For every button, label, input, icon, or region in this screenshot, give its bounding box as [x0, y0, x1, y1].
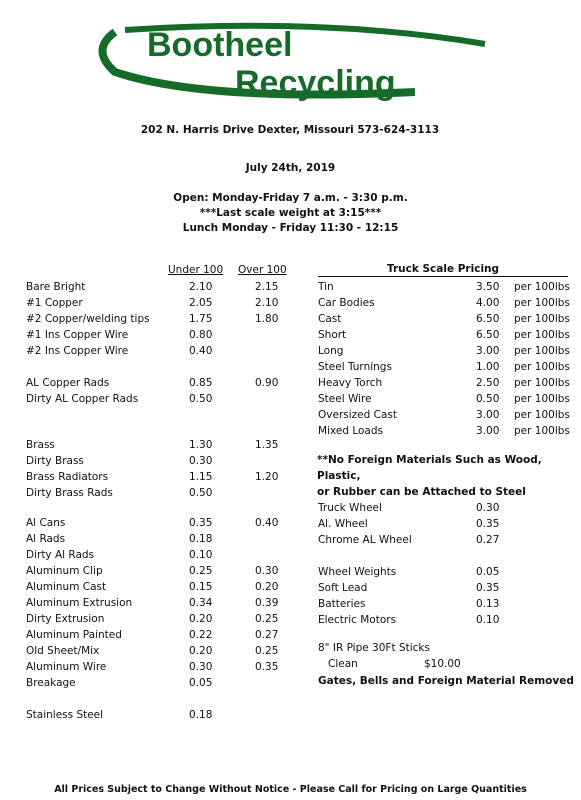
foreign-note-line1: **No Foreign Materials Such as Wood, Plastic,	[317, 454, 542, 482]
over-100-price: 0.35	[255, 661, 279, 673]
truck-item-unit: per 100lbs	[514, 297, 570, 309]
under-100-price: 1.15	[189, 471, 213, 483]
truck-item-price: 2.50	[476, 377, 500, 389]
item-name: #1 Copper	[26, 297, 83, 309]
under-100-price: 0.50	[189, 487, 213, 499]
truck-item-name: Car Bodies	[318, 297, 375, 309]
foreign-note-line2: or Rubber can be Attached to Steel	[317, 486, 526, 498]
truck-item-price: 1.00	[476, 361, 500, 373]
under-100-price: 0.18	[189, 533, 213, 545]
item-name: Aluminum Painted	[26, 629, 122, 641]
truck-item-unit: per 100lbs	[514, 361, 570, 373]
item-name: Dirty Al Rads	[26, 549, 95, 561]
item-name: Dirty Brass	[26, 455, 84, 467]
over-100-price: 1.35	[255, 439, 279, 451]
under-100-price: 2.10	[189, 281, 213, 293]
over-100-price: 0.30	[255, 565, 279, 577]
truck-item-price: 3.00	[476, 425, 500, 437]
misc-item-price: 0.30	[476, 502, 500, 514]
misc-item-name: Al. Wheel	[318, 518, 368, 530]
over-100-price: 0.39	[255, 597, 279, 609]
truck-item-name: Steel Wire	[318, 393, 372, 405]
truck-item-name: Short	[318, 329, 347, 341]
truck-item-price: 3.00	[476, 409, 500, 421]
under-100-price: 0.20	[189, 645, 213, 657]
truck-item-name: Tin	[318, 281, 334, 293]
under-100-price: 0.85	[189, 377, 213, 389]
truck-item-price: 4.00	[476, 297, 500, 309]
under-100-price: 0.34	[189, 597, 213, 609]
bootheel-recycling-logo	[85, 22, 505, 104]
logo-line2: Recycling	[235, 64, 396, 102]
truck-scale-title: Truck Scale Pricing	[386, 263, 500, 275]
ir-pipe-note: Gates, Bells and Foreign Material Removed	[318, 675, 574, 687]
truck-item-price: 0.50	[476, 393, 500, 405]
truck-item-unit: per 100lbs	[514, 393, 570, 405]
item-name: Dirty Brass Rads	[26, 487, 113, 499]
price-date: July 24th, 2019	[245, 162, 336, 174]
under-100-price: 2.05	[189, 297, 213, 309]
truck-item-unit: per 100lbs	[514, 329, 570, 341]
item-name: Breakage	[26, 677, 76, 689]
under-100-price: 0.10	[189, 549, 213, 561]
under-100-price: 0.22	[189, 629, 213, 641]
truck-item-name: Steel Turnings	[318, 361, 392, 373]
ir-pipe-title: 8" IR Pipe 30Ft Sticks	[318, 642, 430, 654]
over-100-price: 1.80	[255, 313, 279, 325]
misc-item-name: Truck Wheel	[318, 502, 382, 514]
under-100-price: 1.75	[189, 313, 213, 325]
foreign-materials-note	[317, 452, 581, 500]
footer-disclaimer: All Prices Subject to Change Without Notice - Please Call for Pricing on Large Quantities	[54, 784, 527, 795]
truck-item-price: 3.00	[476, 345, 500, 357]
item-name: Stainless Steel	[26, 709, 104, 721]
item-name: Dirty Extrusion	[26, 613, 105, 625]
over-100-price: 0.90	[255, 377, 279, 389]
under-100-price: 0.18	[189, 709, 213, 721]
truck-item-name: Cast	[318, 313, 342, 325]
truck-item-unit: per 100lbs	[514, 377, 570, 389]
truck-item-unit: per 100lbs	[514, 313, 570, 325]
truck-item-price: 3.50	[476, 281, 500, 293]
over-100-price: 1.20	[255, 471, 279, 483]
under-100-header: Under 100	[168, 264, 224, 276]
item-name: Aluminum Cast	[26, 581, 107, 593]
truck-item-name: Mixed Loads	[318, 425, 383, 437]
misc-item-price: 0.35	[476, 582, 500, 594]
item-name: Brass Radiators	[26, 471, 109, 483]
truck-item-name: Oversized Cast	[318, 409, 397, 421]
item-name: AL Copper Rads	[26, 377, 110, 389]
misc-item-name: Chrome AL Wheel	[318, 534, 412, 546]
item-name: Brass	[26, 439, 55, 451]
business-address: 202 N. Harris Drive Dexter, Missouri 573-624-3113	[140, 124, 440, 136]
item-name: Dirty AL Copper Rads	[26, 393, 139, 405]
misc-item-price: 0.05	[476, 566, 500, 578]
misc-item-price: 0.13	[476, 598, 500, 610]
under-100-price: 0.15	[189, 581, 213, 593]
over-100-price: 0.25	[255, 613, 279, 625]
under-100-price: 0.80	[189, 329, 213, 341]
under-100-price: 0.30	[189, 455, 213, 467]
over-100-price: 0.40	[255, 517, 279, 529]
truck-item-unit: per 100lbs	[514, 425, 570, 437]
last-scale-note: ***Last scale weight at 3:15***	[199, 207, 382, 219]
misc-item-price: 0.27	[476, 534, 500, 546]
misc-item-price: 0.10	[476, 614, 500, 626]
item-name: Aluminum Extrusion	[26, 597, 133, 609]
misc-item-name: Electric Motors	[318, 614, 397, 626]
item-name: Al Rads	[26, 533, 66, 545]
item-name: #1 Ins Copper Wire	[26, 329, 129, 341]
under-100-price: 0.20	[189, 613, 213, 625]
open-hours: Open: Monday-Friday 7 a.m. - 3:30 p.m.	[173, 192, 408, 204]
truck-item-unit: per 100lbs	[514, 281, 570, 293]
truck-item-price: 6.50	[476, 329, 500, 341]
item-name: #2 Copper/welding tips	[26, 313, 150, 325]
item-name: Old Sheet/Mix	[26, 645, 100, 657]
item-name: Bare Bright	[26, 281, 86, 293]
item-name: Aluminum Wire	[26, 661, 107, 673]
over-100-price: 0.25	[255, 645, 279, 657]
item-name: Al Cans	[26, 517, 66, 529]
misc-item-name: Soft Lead	[318, 582, 368, 594]
item-name: Aluminum Clip	[26, 565, 103, 577]
over-100-header: Over 100	[238, 264, 287, 276]
lunch-hours: Lunch Monday - Friday 11:30 - 12:15	[182, 222, 399, 234]
under-100-price: 0.05	[189, 677, 213, 689]
under-100-price: 1.30	[189, 439, 213, 451]
under-100-price: 0.25	[189, 565, 213, 577]
misc-item-name: Batteries	[318, 598, 366, 610]
item-name: #2 Ins Copper Wire	[26, 345, 129, 357]
under-100-price: 0.50	[189, 393, 213, 405]
under-100-price: 0.35	[189, 517, 213, 529]
ir-pipe-label: Clean	[328, 658, 358, 670]
over-100-price: 2.10	[255, 297, 279, 309]
truck-item-unit: per 100lbs	[514, 409, 570, 421]
over-100-price: 0.20	[255, 581, 279, 593]
misc-item-name: Wheel Weights	[318, 566, 397, 578]
truck-item-name: Heavy Torch	[318, 377, 383, 389]
ir-pipe-price: $10.00	[424, 658, 461, 670]
under-100-price: 0.40	[189, 345, 213, 357]
business-hours	[0, 191, 581, 236]
truck-item-name: Long	[318, 345, 344, 357]
over-100-price: 2.15	[255, 281, 279, 293]
under-100-price: 0.30	[189, 661, 213, 673]
logo-line1: Bootheel	[147, 26, 293, 64]
misc-item-price: 0.35	[476, 518, 500, 530]
truck-item-unit: per 100lbs	[514, 345, 570, 357]
over-100-price: 0.27	[255, 629, 279, 641]
truck-item-price: 6.50	[476, 313, 500, 325]
